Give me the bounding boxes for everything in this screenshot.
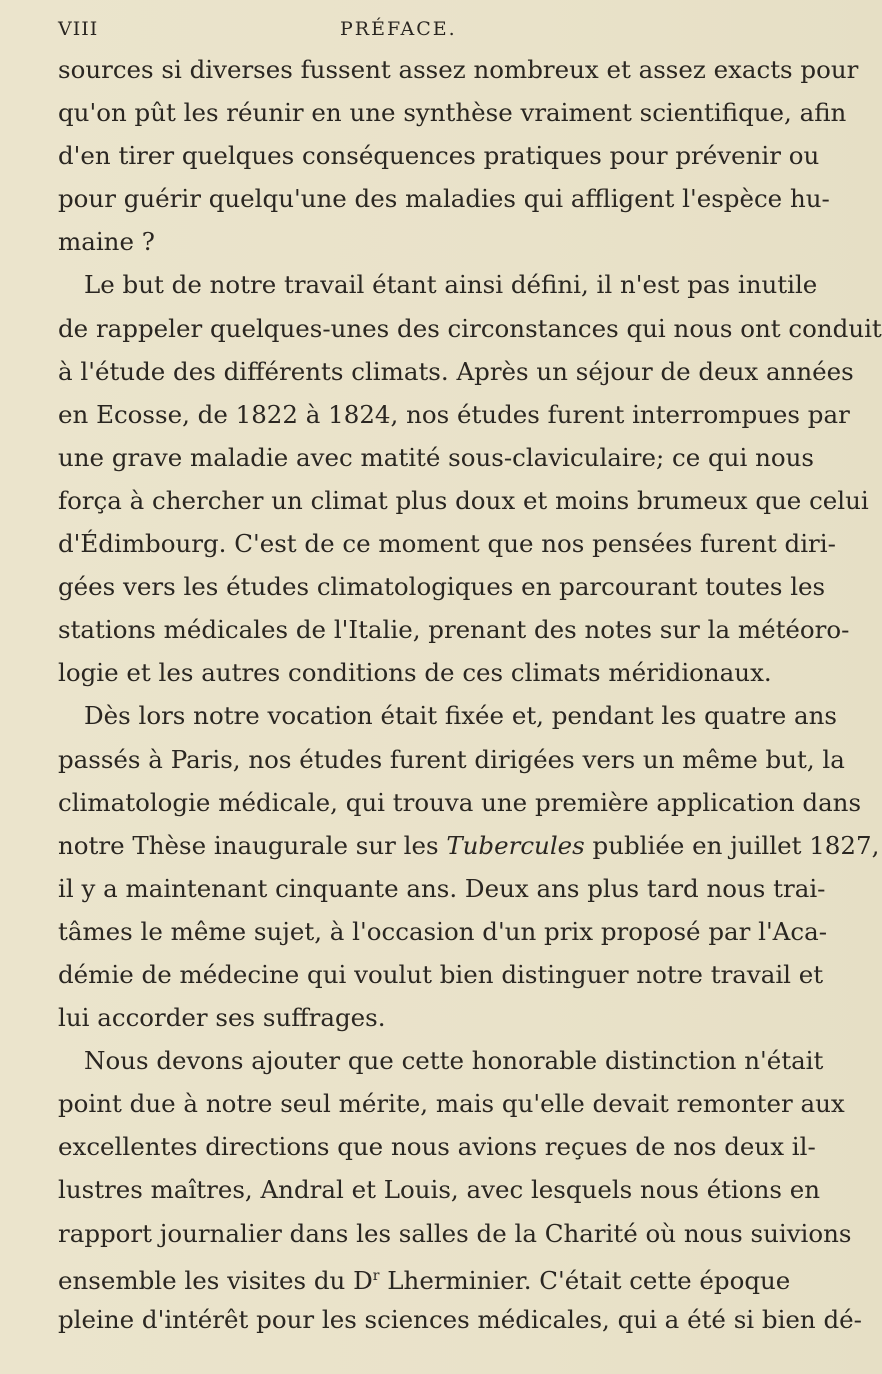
italic-title: Tubercules [446, 830, 585, 860]
text-line: une grave maladie avec matité sous-claviculaire; ce qui nous [58, 442, 814, 472]
text-line: pour guérir quelqu'une des maladies qui affligent l'espèce hu- [58, 184, 830, 214]
text-segment: notre Thèse inaugurale sur les [58, 830, 447, 860]
text-line: de rappeler quelques-unes des circonstances qui nous ont conduit [58, 313, 882, 343]
book-page [58, 18, 882, 1341]
text-line: d'Édimbourg. C'est de ce moment que nos pensées furent diri- [58, 529, 836, 559]
running-head [58, 18, 784, 48]
text-line: à l'étude des différents climats. Après un séjour de deux années [58, 356, 854, 386]
text-segment: Lherminier. C'était cette époque [379, 1265, 791, 1295]
text-line: lustres maîtres, Andral et Louis, avec lesquels nous étions en [58, 1175, 821, 1205]
paragraph-first-line: Nous devons ajouter que cette honorable distinction n'était [84, 1046, 824, 1076]
text-line: logie et les autres conditions de ces climats méridionaux. [58, 658, 772, 688]
page-number: VIII [58, 18, 99, 40]
superscript: r [372, 1267, 380, 1284]
text-line: point due à notre seul mérite, mais qu'elle devait remonter aux [58, 1089, 845, 1119]
paragraph-first-line: Dès lors notre vocation était fixée et, pendant les quatre ans [84, 701, 837, 731]
text-line: d'en tirer quelques conséquences pratiques pour prévenir ou [58, 141, 820, 171]
text-line: passés à Paris, nos études furent dirigées vers un même but, la [58, 744, 845, 774]
text-segment: publiée en juillet 1827, [584, 830, 880, 860]
text-line: démie de médecine qui voulut bien distinguer notre travail et [58, 959, 824, 989]
running-title: PRÉFACE. [340, 18, 457, 40]
text-line: excellentes directions que nous avions reçues de nos deux il- [58, 1132, 816, 1162]
text-line: rapport journalier dans les salles de la Charité où nous suivions [58, 1218, 852, 1248]
text-line: tâmes le même sujet, à l'occasion d'un prix proposé par l'Aca- [58, 916, 827, 946]
text-line: pleine d'intérêt pour les sciences médicales, qui a été si bien dé- [58, 1304, 862, 1334]
text-line: gées vers les études climatologiques en parcourant toutes les [58, 572, 826, 602]
text-line-with-italic [58, 824, 880, 867]
text-line: il y a maintenant cinquante ans. Deux ans plus tard nous trai- [58, 873, 826, 903]
text-line: maine ? [58, 227, 155, 257]
text-line: força à chercher un climat plus doux et moins brumeux que celui [58, 485, 869, 515]
text-line: qu'on pût les réunir en une synthèse vraiment scientifique, afin [58, 98, 847, 128]
text-line: climatologie médicale, qui trouva une première application dans [58, 787, 862, 817]
text-line: lui accorder ses suffrages. [58, 1003, 386, 1033]
text-line: sources si diverses fussent assez nombreux et assez exacts pour [58, 55, 859, 84]
paragraph-first-line: Le but de notre travail étant ainsi défini, il n'est pas inutile [84, 270, 818, 300]
text-line: stations médicales de l'Italie, prenant des notes sur la météoro- [58, 615, 850, 645]
body-text [58, 48, 882, 1341]
text-line-with-superscript [58, 1255, 791, 1298]
text-segment: ensemble les visites du D [58, 1265, 373, 1295]
text-line: en Ecosse, de 1822 à 1824, nos études furent interrompues par [58, 399, 850, 429]
